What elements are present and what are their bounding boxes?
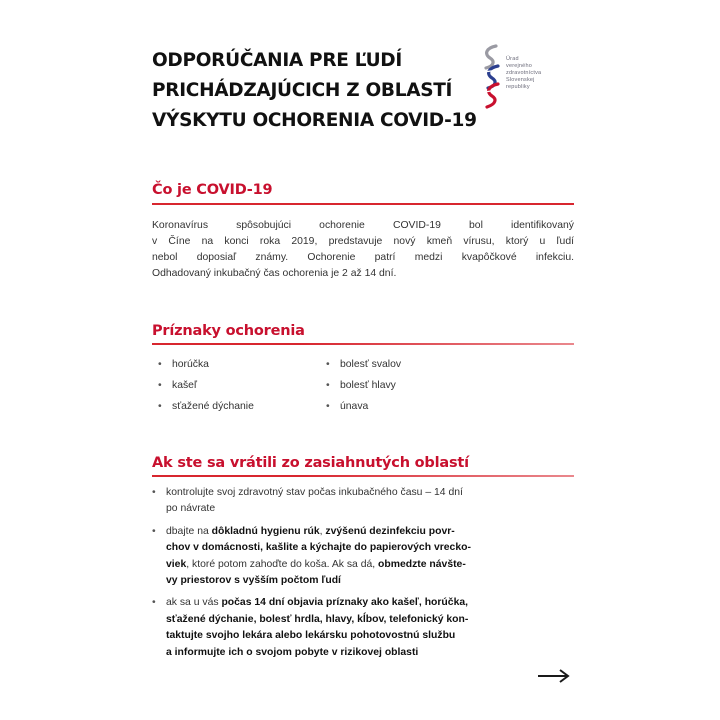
advice-text: , ktoré potom zahoďte do koša. Ak sa dá,	[186, 558, 379, 570]
advice-emphasis: zvýšenú dezinfekciu povr-	[325, 525, 455, 537]
section-title-returned: Ak ste sa vrátili zo zasiahnutých oblastí	[152, 455, 469, 471]
advice-text: ,	[319, 525, 326, 537]
advice-emphasis: vy priestorov s vyšším počtom ľudí	[166, 575, 341, 587]
section-title-covid: Čo je COVID-19	[152, 182, 273, 198]
advice-emphasis: dôkladnú hygienu rúk	[211, 525, 320, 537]
advice-line	[166, 595, 574, 611]
advice-list	[152, 485, 574, 667]
title-line: ODPORÚČANIA PRE ĽUDÍ	[152, 50, 402, 71]
symptoms-list-left	[158, 354, 254, 417]
advice-emphasis: obmedzte návšte-	[378, 558, 466, 570]
institution-logo	[478, 44, 588, 114]
logo-text-line: Úrad	[506, 56, 519, 62]
advice-emphasis: sťažené dýchanie, bolesť hrdla, hlavy, kĺbov, telefonický kon-	[166, 613, 469, 625]
section-divider	[152, 343, 574, 345]
advice-line: po návrate	[166, 503, 216, 515]
logo-text	[506, 56, 586, 91]
section-title-symptoms: Príznaky ochorenia	[152, 323, 305, 339]
page-title	[152, 46, 477, 136]
advice-item-hygiene	[152, 524, 574, 590]
symptom-item: • horúčka	[158, 354, 254, 375]
symptom-item: • bolesť hlavy	[326, 375, 401, 396]
advice-text: dbajte na	[166, 525, 212, 537]
symptom-item: • sťažené dýchanie	[158, 396, 254, 417]
symptoms-list-right	[326, 354, 401, 417]
next-page-arrow-icon[interactable]	[537, 668, 571, 684]
advice-emphasis: a informujte ich o svojom pobyte v rizikovej oblasti	[166, 646, 419, 658]
logo-s-emblem-icon	[478, 44, 504, 114]
paragraph-line: Koronavírus spôsobujúci ochorenie COVID-19 bol identifikovaný	[152, 220, 574, 231]
logo-text-line: zdravotníctva	[506, 70, 542, 76]
paragraph-line: nebol doposiaľ známy. Ochorenie patrí medzi kvapôčkové infekciu.	[152, 252, 574, 263]
advice-line	[166, 524, 574, 540]
advice-emphasis: taktujte svojho lekára alebo lekársku pohotovostnú službu	[166, 630, 456, 642]
symptom-item: • kašeľ	[158, 375, 254, 396]
section-divider	[152, 475, 574, 477]
advice-text: ak sa u vás	[166, 597, 222, 609]
advice-emphasis: viek	[166, 558, 187, 570]
title-line: VÝSKYTU OCHORENIA COVID-19	[152, 110, 477, 131]
symptom-item: • únava	[326, 396, 401, 417]
logo-text-line: verejného	[506, 63, 532, 69]
paragraph-line: Odhadovaný inkubačný čas ochorenia je 2 až 14 dní.	[152, 268, 397, 279]
advice-emphasis: počas 14 dní objavia príznaky ako kašeľ, horúčka,	[221, 597, 469, 609]
title-line: PRICHÁDZAJÚCICH Z OBLASTÍ	[152, 80, 453, 101]
advice-line: • kontrolujte svoj zdravotný stav počas inkubačného času – 14 dní	[166, 487, 463, 498]
advice-emphasis: chov v domácnosti, kašlite a kýchajte do papierových vrecko-	[166, 542, 471, 554]
section-divider	[152, 203, 574, 205]
advice-line	[166, 557, 574, 573]
covid-description	[152, 218, 574, 282]
logo-text-line: republiky	[506, 84, 530, 90]
symptom-item: • bolesť svalov	[326, 354, 401, 375]
advice-item-monitor-health	[152, 485, 574, 518]
logo-text-line: Slovenskej	[506, 77, 535, 83]
paragraph-line: v Číne na konci roka 2019, predstavuje nový kmeň vírusu, ktorý u ľudí	[152, 236, 574, 247]
advice-item-contact-doctor	[152, 595, 574, 661]
